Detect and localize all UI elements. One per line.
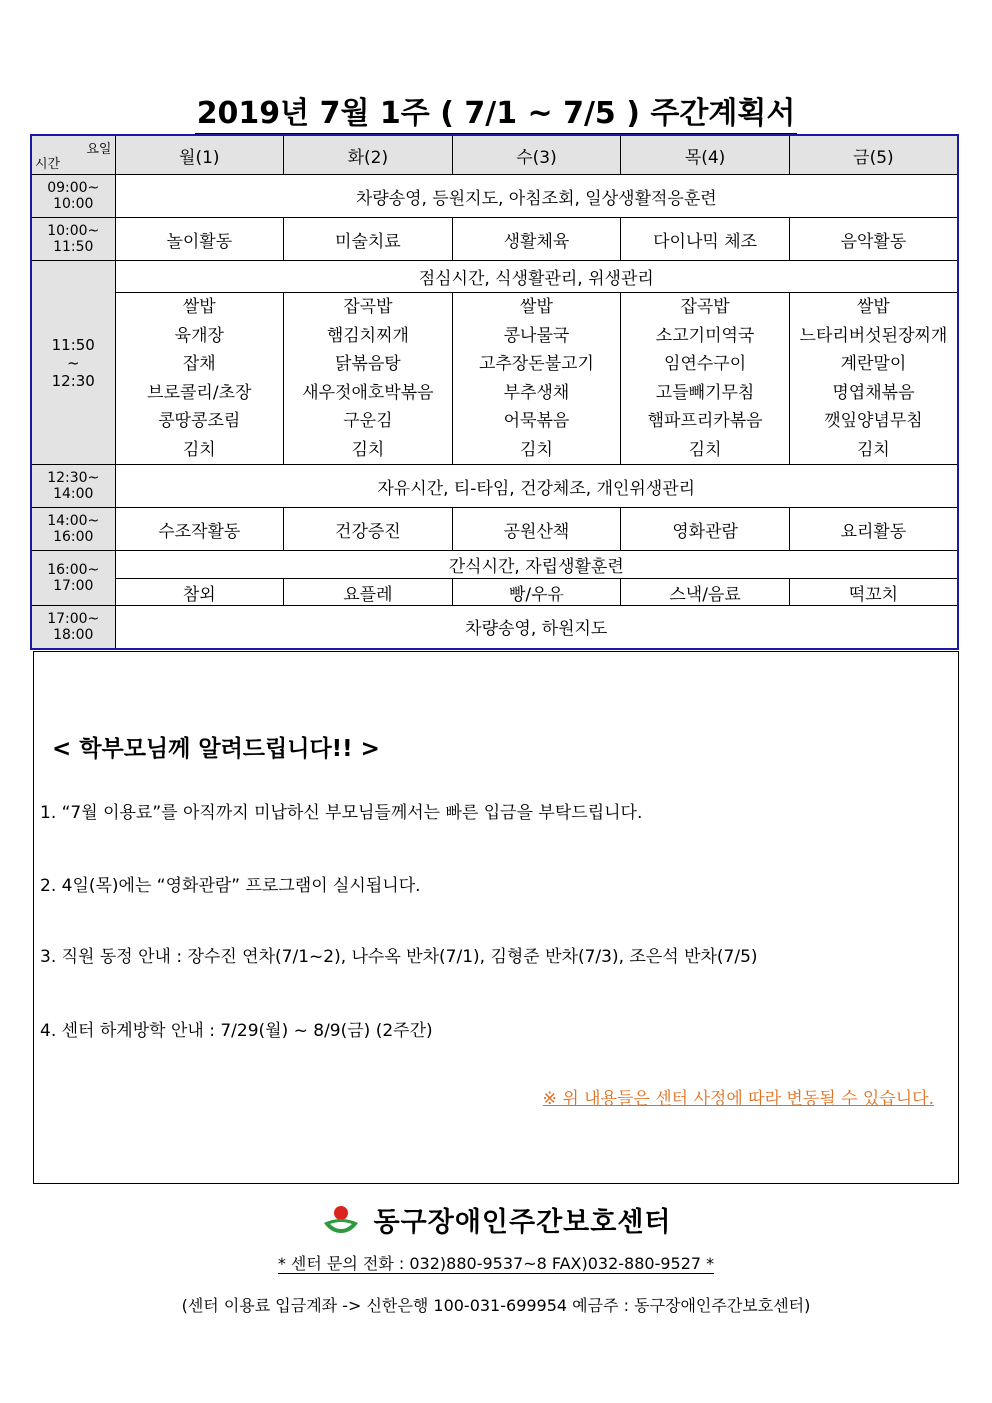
day-header-fri: 금(5) (789, 135, 958, 175)
notice-item: 1. “7월 이용료”를 아직까지 미납하신 부모님들께서는 빠른 입금을 부탁드립니다. (40, 803, 643, 823)
activity-cell: 생활체육 (452, 218, 621, 261)
activity-cell: 음악활동 (789, 218, 958, 261)
menu-cell: 쌀밥 느타리버섯된장찌개 계란말이 명엽채볶음 깻잎양념무침 김치 (789, 293, 958, 465)
activity-cell: 수조작활동 (115, 508, 284, 551)
day-header-thu: 목(4) (621, 135, 790, 175)
time-cell: 12:30~ 14:00 (31, 465, 115, 508)
menu-cell: 잡곡밥 소고기미역국 임연수구이 고들빼기무침 햄파프리카볶음 김치 (621, 293, 790, 465)
corner-day-label: 요일 (86, 142, 112, 157)
lunch-title-cell: 점심시간, 식생활관리, 위생관리 (115, 261, 958, 293)
notice-box (33, 651, 959, 1184)
day-header-mon: 월(1) (115, 135, 284, 175)
time-cell: 11:50 ~ 12:30 (31, 261, 115, 465)
center-name: 동구장애인주간보호센터 (373, 1207, 672, 1238)
center-logo-icon (321, 1203, 361, 1237)
notice-item: 3. 직원 동정 안내 : 장수진 연차(7/1~2), 나수옥 반차(7/1), 김형준 반차(7/3), 조은석 반차(7/5) (40, 947, 758, 967)
corner-time-label: 시간 (35, 157, 61, 172)
account-line: (센터 이용료 입금계좌 -> 신한은행 100-031-699954 예금주 : 동구장애인주간보호센터) (181, 1296, 811, 1315)
weekly-plan-table (30, 134, 959, 650)
activity-cell: 다이나믹 체조 (621, 218, 790, 261)
snack-cell: 요플레 (284, 579, 453, 606)
time-cell: 17:00~ 18:00 (31, 606, 115, 649)
page-title: 2019년 7월 1주 ( 7/1 ~ 7/5 ) 주간계획서 (0, 88, 992, 132)
activity-cell: 요리활동 (789, 508, 958, 551)
notice-heading: < 학부모님께 알려드립니다!! > (52, 736, 380, 762)
snack-title-cell: 간식시간, 자립생활훈련 (115, 551, 958, 579)
snack-cell: 떡꼬치 (789, 579, 958, 606)
activity-cell: 영화관람 (621, 508, 790, 551)
snack-cell: 스낵/음료 (621, 579, 790, 606)
day-header-tue: 화(2) (284, 135, 453, 175)
menu-cell: 잡곡밥 햄김치찌개 닭볶음탕 새우젓애호박볶음 구운김 김치 (284, 293, 453, 465)
corner-header (31, 135, 115, 175)
notice-item: 4. 센터 하계방학 안내 : 7/29(월) ~ 8/9(금) (2주간) (40, 1021, 433, 1041)
time-cell: 09:00~ 10:00 (31, 175, 115, 218)
snack-cell: 참외 (115, 579, 284, 606)
notice-item: 2. 4일(목)에는 “영화관람” 프로그램이 실시됩니다. (40, 876, 421, 896)
activity-cell: 놀이활동 (115, 218, 284, 261)
time-cell: 14:00~ 16:00 (31, 508, 115, 551)
morning-cell: 차량송영, 등원지도, 아침조회, 일상생활적응훈련 (115, 175, 958, 218)
time-cell: 10:00~ 11:50 (31, 218, 115, 261)
caution-note: ※ 위 내용들은 센터 사정에 따라 변동될 수 있습니다. (542, 1089, 934, 1109)
contact-line: * 센터 문의 전화 : 032)880-9537~8 FAX)032-880-9527 * (277, 1254, 715, 1273)
activity-cell: 공원산책 (452, 508, 621, 551)
snack-cell: 빵/우유 (452, 579, 621, 606)
activity-cell: 미술치료 (284, 218, 453, 261)
time-cell: 16:00~ 17:00 (31, 551, 115, 606)
afternoon-cell: 자유시간, 티-타임, 건강체조, 개인위생관리 (115, 465, 958, 508)
menu-cell: 쌀밥 육개장 잡채 브로콜리/초장 콩땅콩조림 김치 (115, 293, 284, 465)
evening-cell: 차량송영, 하원지도 (115, 606, 958, 649)
center-logo-block (0, 1200, 992, 1239)
menu-cell: 쌀밥 콩나물국 고추장돈불고기 부추생채 어묵볶음 김치 (452, 293, 621, 465)
activity-cell: 건강증진 (284, 508, 453, 551)
day-header-wed: 수(3) (452, 135, 621, 175)
